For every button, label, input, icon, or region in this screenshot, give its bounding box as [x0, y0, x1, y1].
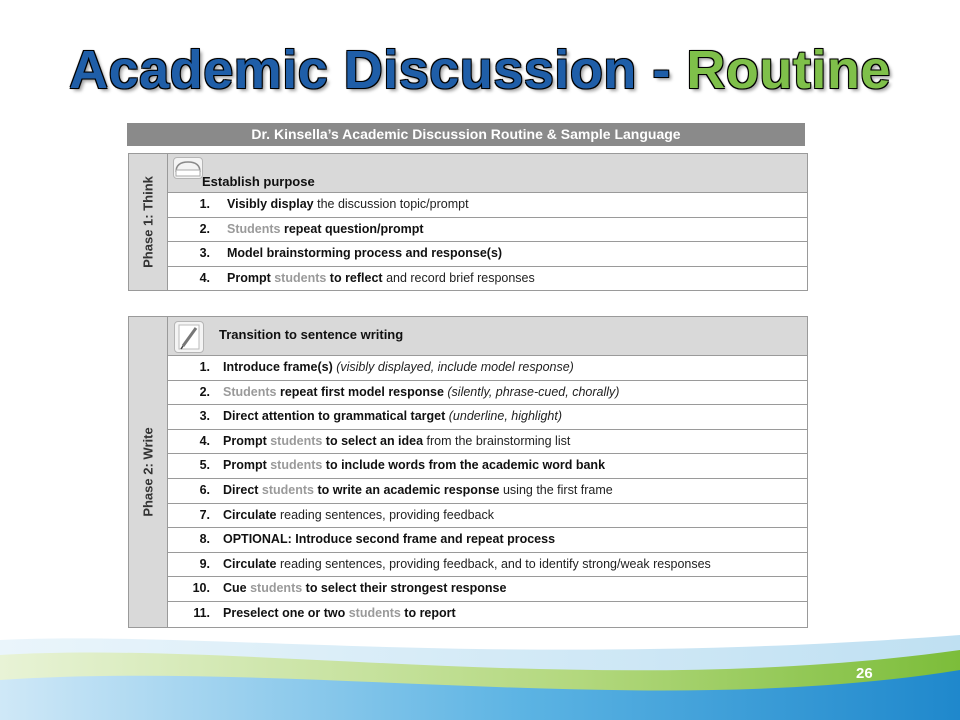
table-header: Dr. Kinsella’s Academic Discussion Routine & Sample Language	[127, 123, 805, 146]
row-text-part: Prompt	[223, 433, 271, 448]
table-row	[168, 381, 807, 406]
row-text-part: and record brief responses	[382, 271, 535, 286]
row-text-part: students	[250, 581, 303, 596]
phase-2-rows	[168, 356, 807, 627]
row-text-part: from the brainstorming list	[423, 433, 571, 448]
phase-2-section	[128, 316, 808, 628]
row-text-part: students	[348, 605, 401, 620]
row-text	[227, 193, 469, 216]
row-text	[223, 405, 562, 428]
table-row	[168, 242, 807, 267]
row-text-part: Visibly display	[227, 197, 314, 211]
row-number: 2.	[199, 221, 210, 236]
row-text-part: OPTIONAL: Introduce second frame and repeat process	[223, 532, 556, 547]
row-text-part: the discussion topic/prompt	[313, 197, 469, 211]
row-number: 8.	[199, 532, 210, 547]
table-row	[168, 454, 807, 479]
phase-2-label: Phase 2: Write	[140, 427, 156, 517]
row-text-part: reading sentences, providing feedback	[276, 507, 495, 522]
row-text	[223, 577, 506, 600]
row-text	[223, 528, 555, 551]
row-text-part: Model brainstorming process and response(s)	[227, 246, 503, 261]
paper-icon	[173, 157, 203, 179]
row-text-part: reading sentences, providing feedback, and to identify strong/weak responses	[276, 556, 711, 571]
row-text-part: using the first frame	[499, 482, 613, 497]
row-number: 3.	[199, 246, 210, 261]
row-text	[227, 267, 535, 290]
table-row	[168, 356, 807, 381]
row-text-part: to reflect	[326, 271, 383, 286]
phase-2-body	[168, 317, 807, 627]
row-number: 9.	[199, 556, 210, 571]
phase-2-heading-row	[168, 317, 807, 356]
row-number: 7.	[199, 507, 210, 522]
phase-1-side	[129, 154, 168, 290]
row-text	[223, 479, 613, 502]
row-number: 1.	[199, 360, 210, 374]
table-row	[168, 267, 807, 292]
phase-1-heading: Establish purpose	[202, 174, 315, 189]
title-accent: Routine	[686, 40, 891, 100]
row-text-part: (silently, phrase-cued, chorally)	[447, 384, 620, 399]
table-row	[168, 504, 807, 529]
row-text	[223, 553, 711, 576]
row-text	[227, 242, 502, 265]
row-text	[227, 218, 424, 241]
row-text	[223, 454, 605, 477]
row-number: 10.	[192, 581, 210, 596]
table-row	[168, 577, 807, 602]
page-number: 26	[856, 665, 873, 682]
row-text-part: repeat question/prompt	[280, 221, 424, 236]
row-number: 6.	[199, 482, 210, 497]
row-text-part: Introduce frame(s)	[223, 360, 337, 374]
row-text-part: to report	[400, 605, 456, 620]
table-row	[168, 218, 807, 243]
phase-1-body	[168, 154, 807, 290]
table-row	[168, 193, 807, 218]
row-text-part: Preselect one or two	[223, 605, 349, 620]
pencil-icon	[174, 321, 204, 353]
row-text	[223, 504, 494, 527]
decorative-wave	[0, 610, 960, 720]
row-number: 2.	[199, 384, 210, 399]
phase-1-label: Phase 1: Think	[140, 176, 156, 268]
row-number: 4.	[199, 271, 210, 286]
row-text-part: Students	[223, 384, 277, 399]
row-text-part: repeat first model response	[276, 384, 448, 399]
row-number: 5.	[199, 458, 210, 473]
row-text	[223, 381, 619, 404]
row-number: 1.	[199, 197, 210, 211]
phase-1-heading-row	[168, 154, 807, 193]
row-number: 11.	[193, 605, 210, 620]
table-row	[168, 553, 807, 578]
title-main: Academic Discussion -	[69, 40, 671, 100]
row-text-part: to write an academic response	[314, 482, 500, 497]
row-text-part: to include words from the academic word bank	[322, 458, 606, 473]
row-number: 3.	[199, 409, 210, 424]
slide-title	[0, 30, 960, 110]
row-text-part: Students	[227, 221, 281, 236]
row-text-part: Direct	[223, 482, 262, 497]
row-text-part: Circulate	[223, 507, 277, 522]
row-text-part: students	[261, 482, 314, 497]
row-text	[223, 430, 570, 453]
row-text-part: students	[270, 433, 323, 448]
phase-1-section	[128, 153, 808, 291]
row-text-part: students	[270, 458, 323, 473]
row-text-part: Direct attention to grammatical target	[223, 409, 449, 424]
row-text-part: Cue	[223, 581, 251, 596]
phase-2-heading: Transition to sentence writing	[219, 327, 404, 342]
table-row	[168, 479, 807, 504]
row-text-part: Prompt	[223, 458, 271, 473]
table-row	[168, 528, 807, 553]
row-text-part: (underline, highlight)	[448, 409, 563, 424]
row-text-part: to select their strongest response	[302, 581, 507, 596]
row-text-part: (visibly displayed, include model response)	[336, 360, 574, 374]
table-row	[168, 430, 807, 455]
table-row	[168, 405, 807, 430]
row-text-part: Prompt	[227, 271, 275, 286]
row-text	[223, 356, 574, 379]
phase-1-rows	[168, 193, 807, 292]
phase-2-side	[129, 317, 168, 627]
row-text-part: Circulate	[223, 556, 277, 571]
row-text-part: students	[274, 271, 327, 286]
row-number: 4.	[199, 433, 210, 448]
row-text-part: to select an idea	[322, 433, 424, 448]
